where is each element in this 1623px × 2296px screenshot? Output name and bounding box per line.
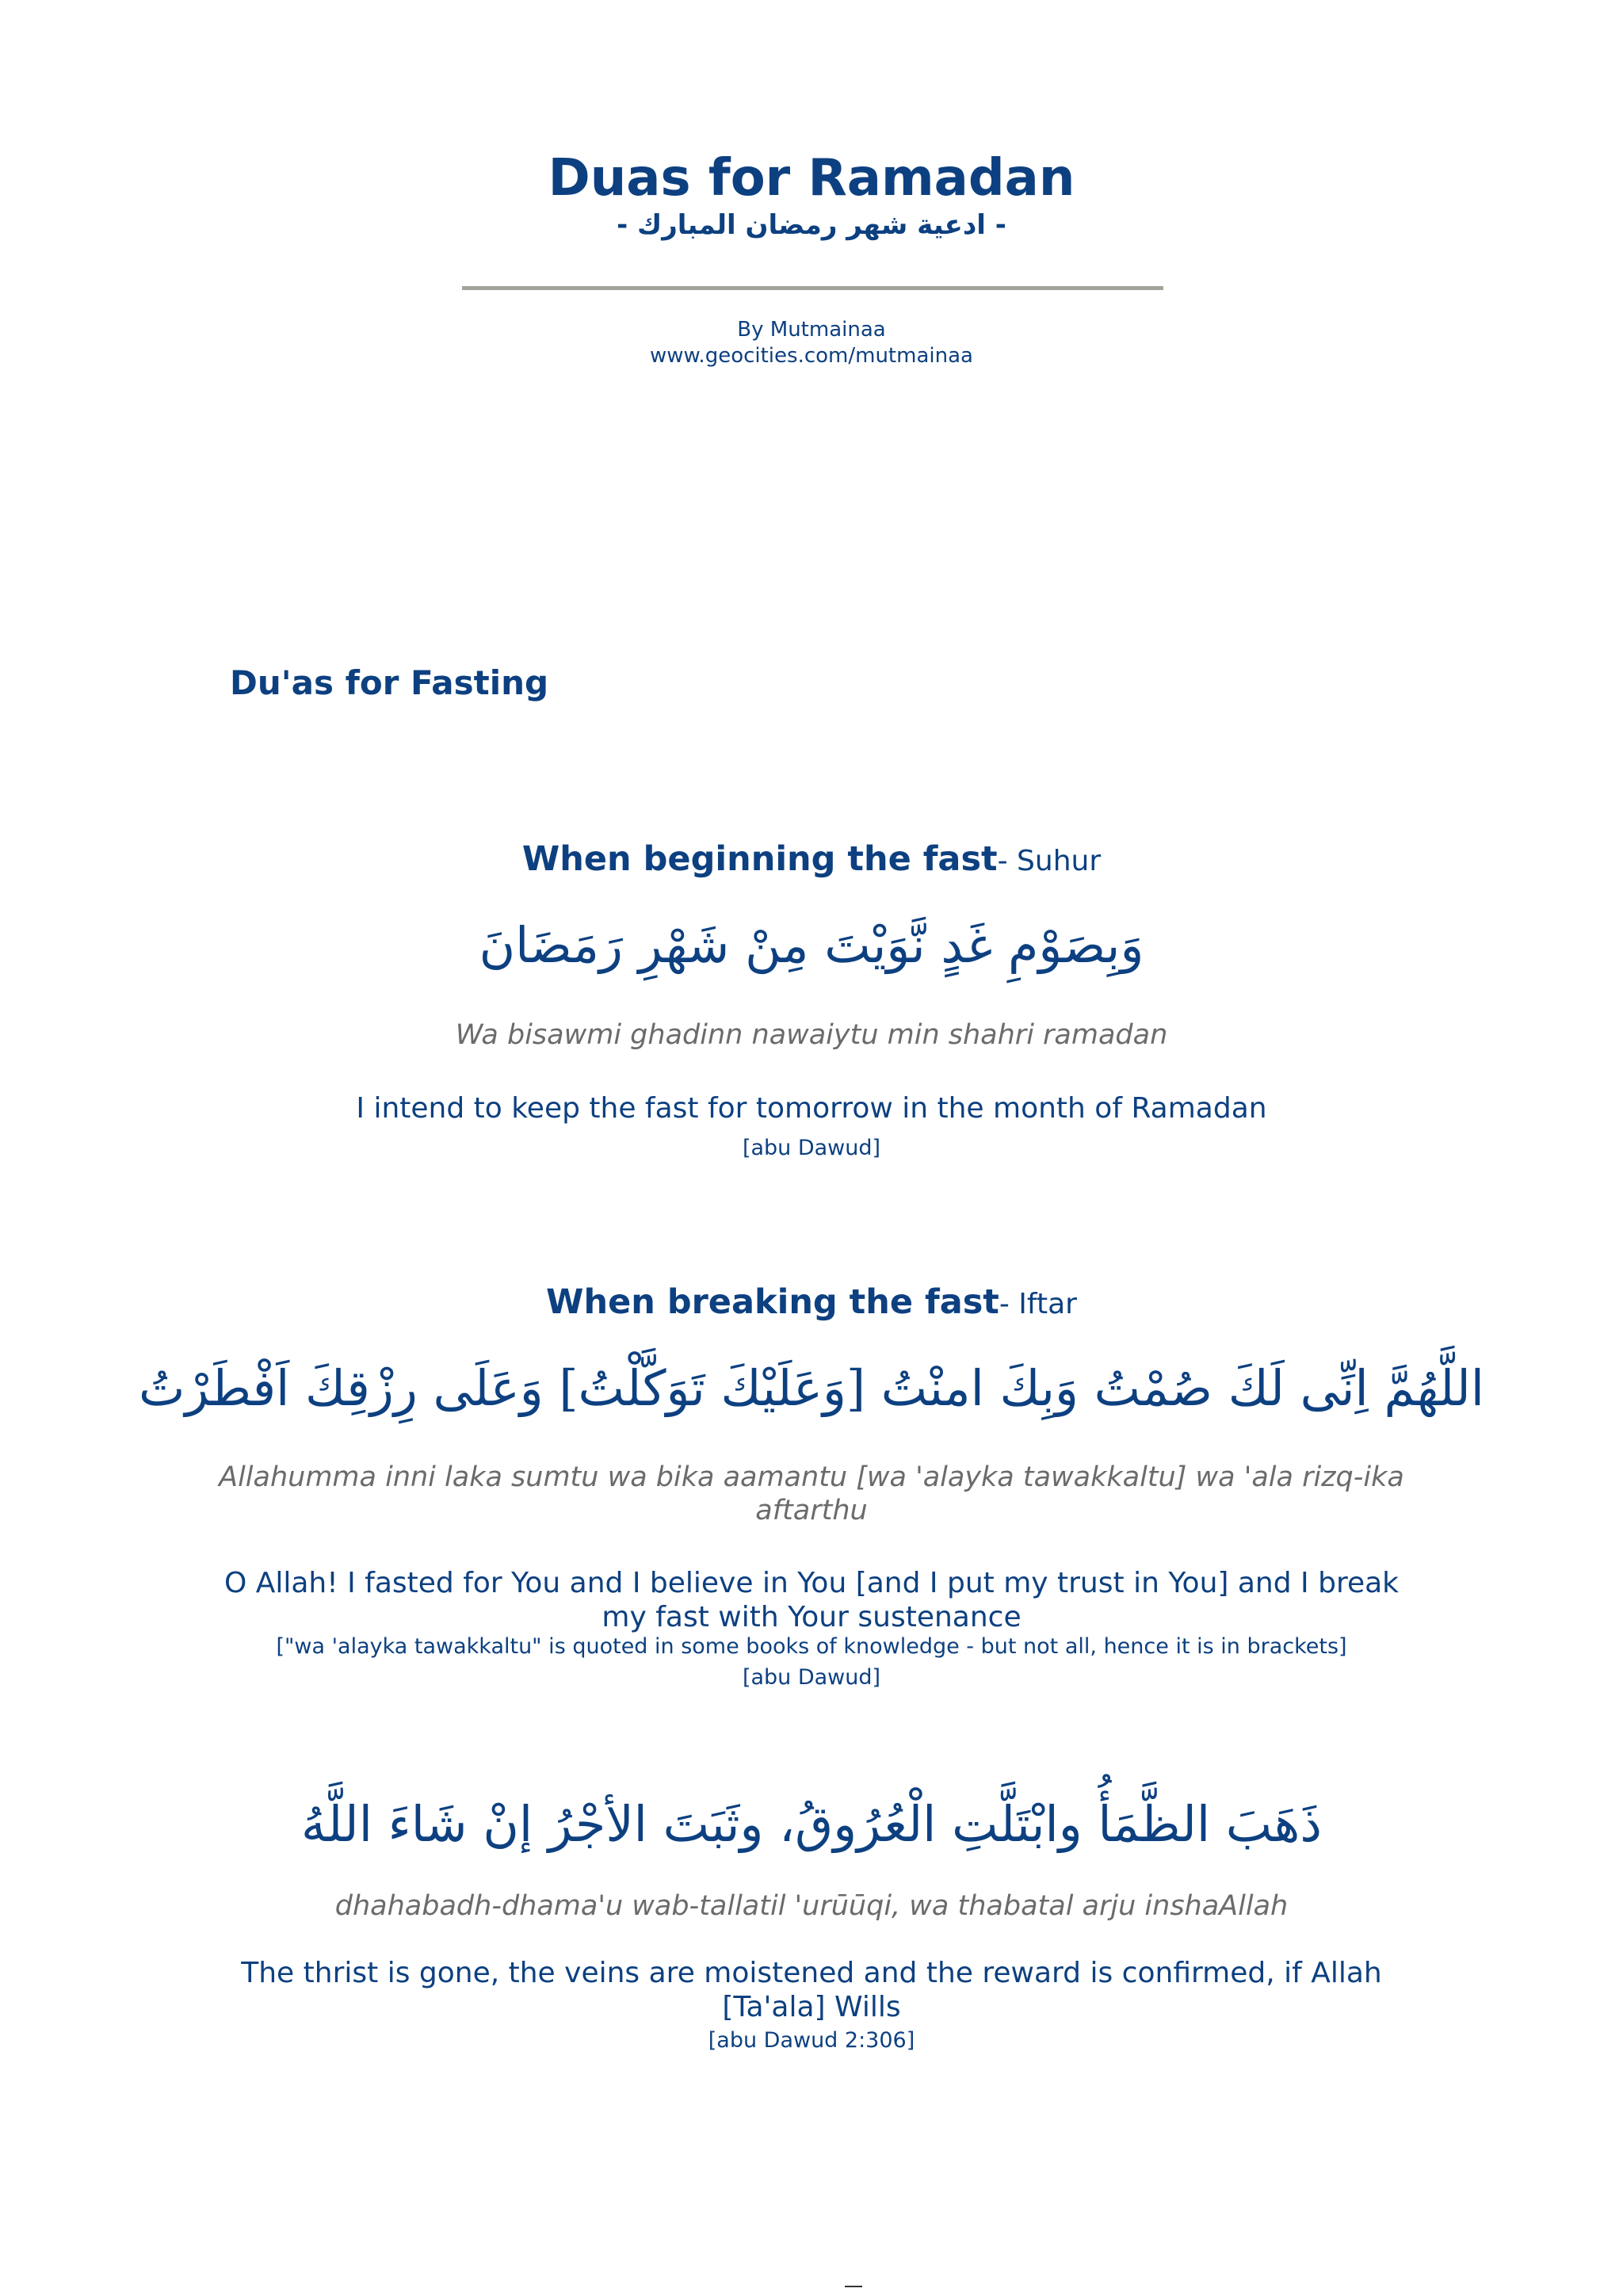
- dua-title-iftar: [0, 1281, 1623, 1326]
- dua-source-iftar: [abu Dawud]: [742, 1665, 881, 1690]
- dua-arabic-iftar: اللَّهُمَّ اِنِّى لَكَ صُمْتُ وَبِكَ امنْتُ [وَعَلَيْكَ تَوَكَّلْتُ] وَعَلَى رِزْقِكَ اَفْطَرْتُ: [139, 1359, 1484, 1417]
- dua-title-sub: - Suhur: [997, 845, 1102, 877]
- author-url[interactable]: www.geocities.com/mutmainaa: [650, 344, 973, 368]
- dua-title-text: When breaking the fast: [546, 1282, 999, 1322]
- dua-note-iftar: ["wa 'alayka tawakkaltu" is quoted in some books of knowledge - but not all, hence it is in brackets]: [276, 1634, 1347, 1659]
- title-divider: [462, 286, 1163, 290]
- dua-title-suhur: [0, 838, 1623, 883]
- dua-translation-thirst: The thrist is gone, the veins are moistened and the reward is confirmed, if Allah [Ta'ala] Wills: [241, 1957, 1382, 2023]
- dua-title-text: When beginning the fast: [521, 839, 998, 879]
- dua-translation-iftar: O Allah! I fasted for You and I believe in You [and I put my trust in You] and I break my fast with Your sustenance: [223, 1567, 1400, 1633]
- dua-arabic-thirst: ذَهَبَ الظَّمَأُ وابْتَلَّتِ الْعُرُوقُ، وثَبَتَ الأجْرُ إنْ شَاءَ اللَّهُ: [301, 1795, 1322, 1853]
- section-heading: Du'as for Fasting: [230, 663, 549, 702]
- dua-source-thirst: [abu Dawud 2:306]: [708, 2028, 915, 2053]
- dua-arabic-suhur: وَبِصَوْمِ غَدٍ نَّوَيْتَ مِنْ شَهْرِ رَمَضَانَ: [479, 916, 1144, 974]
- dua-title-sub: - Iftar: [999, 1288, 1077, 1320]
- dua-transliteration-iftar: Allahumma inni laka sumtu wa bika aamantu [wa 'alayka tawakkaltu] wa 'ala rizq-ika aftarthu: [219, 1461, 1404, 1526]
- dua-transliteration-thirst: dhahabadh-dhama'u wab-tallatil 'urūūqi, wa thabatal arju inshaAllah: [334, 1890, 1289, 1922]
- byline: [0, 317, 1623, 369]
- dua-source-suhur: [abu Dawud]: [742, 1136, 881, 1160]
- dua-transliteration-suhur: Wa bisawmi ghadinn nawaiytu min shahri ramadan: [455, 1019, 1168, 1051]
- dua-translation-suhur: I intend to keep the fast for tomorrow in the month of Ramadan: [356, 1092, 1267, 1125]
- author-name: By Mutmainaa: [737, 318, 886, 342]
- page-number-mark: [845, 2286, 862, 2287]
- page-title: Duas for Ramadan: [548, 149, 1075, 208]
- arabic-subtitle: - ادعية شهر رمضان المبارك -: [617, 209, 1006, 241]
